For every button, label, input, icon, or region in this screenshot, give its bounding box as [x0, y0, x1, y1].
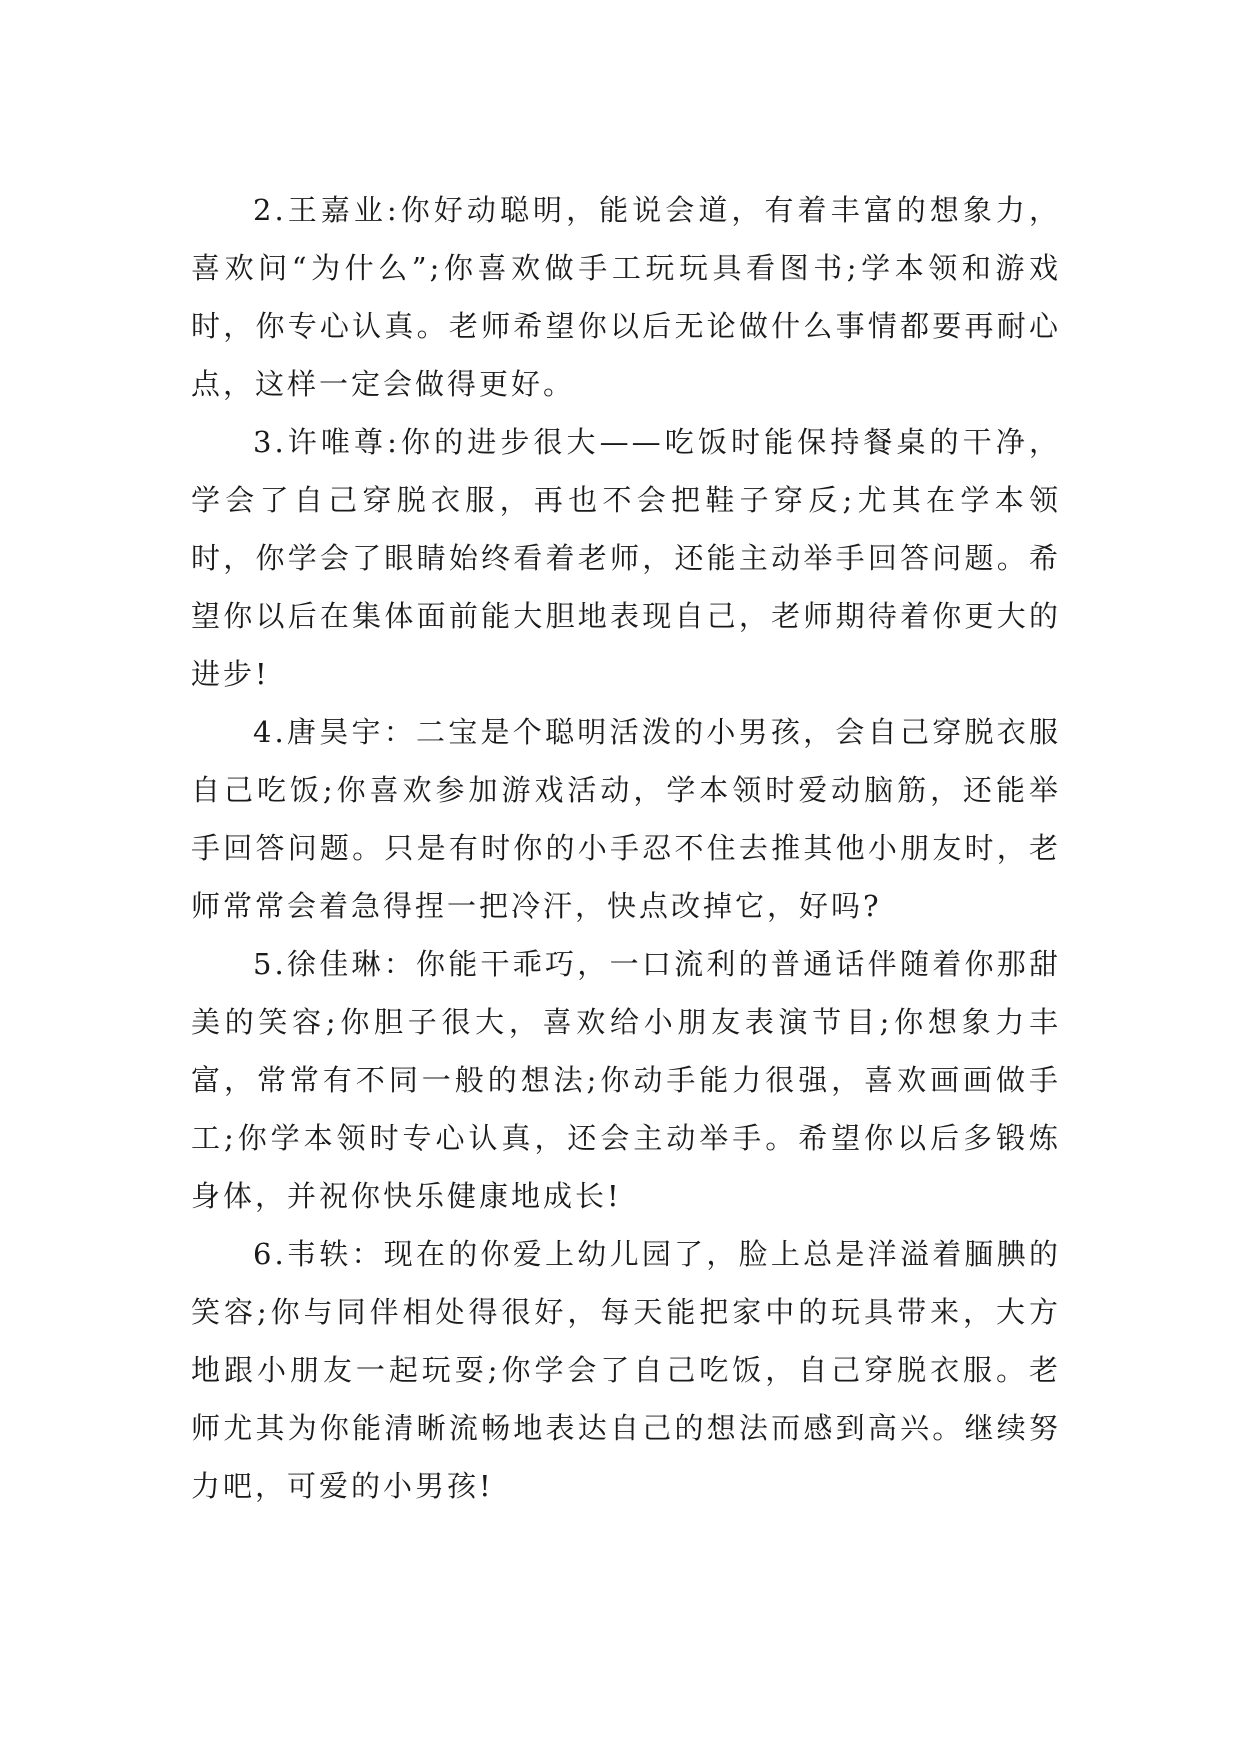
- comment-paragraph-wang-jiaye: 2.王嘉业:你好动聪明，能说会道，有着丰富的想象力，喜欢问“为什么”;你喜欢做手工玩玩具看图书;学本领和游戏时，你专心认真。老师希望你以后无论做什么事情都要再耐心点，这样一定会做得更好。: [191, 193, 1061, 401]
- comment-paragraph-xu-weizun: 3.许唯尊:你的进步很大——吃饭时能保持餐桌的干净，学会了自己穿脱衣服，再也不会把鞋子穿反;尤其在学本领时，你学会了眼睛始终看着老师，还能主动举手回答问题。希望你以后在集体面前能大胆地表现自己，老师期待着你更大的进步!: [191, 425, 1061, 691]
- comment-paragraph-wei-yi: 6.韦轶：现在的你爱上幼儿园了，脸上总是洋溢着腼腆的笑容;你与同伴相处得很好，每天能把家中的玩具带来，大方地跟小朋友一起玩耍;你学会了自己吃饭，自己穿脱衣服。老师尤其为你能清晰流畅地表达自己的想法而感到高兴。继续努力吧，可爱的小男孩!: [191, 1237, 1061, 1503]
- comment-paragraph-tang-haoyu: 4.唐昊宇：二宝是个聪明活泼的小男孩，会自己穿脱衣服自己吃饭;你喜欢参加游戏活动，学本领时爱动脑筋，还能举手回答问题。只是有时你的小手忍不住去推其他小朋友时，老师常常会着急得捏一把冷汗，快点改掉它，好吗?: [191, 715, 1061, 923]
- comment-paragraph-xu-jialin: 5.徐佳琳：你能干乖巧，一口流利的普通话伴随着你那甜美的笑容;你胆子很大，喜欢给小朋友表演节目;你想象力丰富，常常有不同一般的想法;你动手能力很强，喜欢画画做手工;你学本领时专心认真，还会主动举手。希望你以后多锻炼身体，并祝你快乐健康地成长!: [191, 947, 1061, 1213]
- document-body: [191, 181, 1061, 1515]
